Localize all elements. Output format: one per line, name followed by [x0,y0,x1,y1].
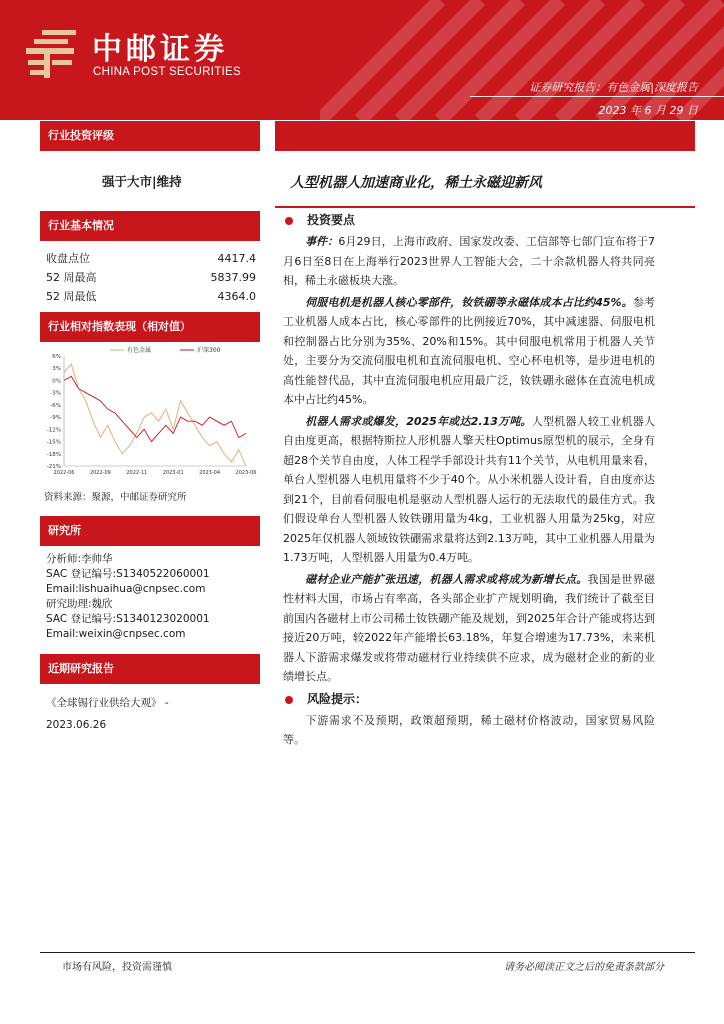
report-type: 证券研究报告：有色金属|深度报告 [529,81,698,94]
x-tick-label: 2023-01 [162,470,184,476]
y-tick-label: -15% [46,439,61,446]
analyst-email[interactable]: Email:lishuaihua@cnpsec.com [46,583,206,595]
paragraph-demand: 机器人需求或爆发，2025年或达2.13万吨。人型机器人较工业机器人自由度更高，根据特斯拉人形机器人擎天柱Optimus原型机的展示，全身有超28个关节自由度，人体工程学手部设计共有11个关节，从电机用量来看，单台人型机器人电机用量将不少于40个。从小米机器人设计看，自由度亦达到21个，目前看伺服电机是驱动人型机器人运行的无法取代的最佳方式。我们假设单台人型机器人钕铁硼用量为4kg，工业机器人用量为25kg，对应2025年仅机器人领域钕铁硼需求量将达到2.13万吨，其中工业机器人用量为1.73万吨，人型机器人用量为0.4万吨。 [283,414,655,564]
header-rule [470,96,724,97]
analyst-line: 研究助理:魏欣 [46,598,113,610]
paragraph-servo: 伺服电机是机器人核心零部件，钕铁硼等永磁体成本占比约45%。参考工业机器人成本占比，核心零部件的比例接近70%，其中减速器、伺服电机和控制器占比分别为35%、20%和15%。其中伺服电机常用于机器人关节处，主要分为交流伺服电机和直流伺服电机、空心杯电机等，是步进电机的高性能替代品，其中直流伺服电机应用最广泛，钕铁硼永磁体在直流电机成本中占比约45%。 [283,295,655,406]
y-tick-label: -12% [46,427,61,434]
investment-highlights-heading: 投资要点 [283,210,655,232]
chart-source: 资料来源：聚源，中邮证券研究所 [44,492,187,503]
y-tick-label: -18% [46,451,61,458]
paragraph-event: 事件：6月29日，上海市政府、国家发改委、工信部等七部门宣布将于7月6日至8日在上海举行2023世界人工智能大会，二十余款机器人将共同亮相，稀土永磁板块大涨。 [283,235,655,287]
rating-value: 强于大市|维持 [102,174,182,189]
series-line [64,376,246,441]
x-tick-label: 2022-09 [89,470,111,476]
report-date: 2023 年 6 月 29 日 [598,104,698,117]
recent-report-date: 2023.06.26 [46,719,107,731]
basic-row-value: 4364.0 [217,290,256,303]
analyst-line: SAC 登记编号:S1340522060001 [46,568,210,580]
basic-row-label: 52 周最高 [46,271,97,284]
line-chart-svg [40,342,260,482]
recent-section-title: 近期研究报告 [40,654,260,684]
bullet-dot-icon [285,696,293,704]
company-name-en: CHINA POST SECURITIES [93,66,241,78]
header-band [0,0,724,120]
analyst-line: SAC 登记编号:S1340123020001 [46,613,210,625]
x-tick-label: 2022-06 [53,470,75,476]
performance-section-title: 行业相对指数表现（相对值） [40,312,260,342]
footer-risk-note: 市场有风险，投资需谨慎 [62,962,172,973]
company-name-cn: 中邮证券 [92,32,228,67]
title-rule [275,206,695,208]
y-tick-label: 3% [52,366,61,373]
y-tick-label: -9% [50,415,61,422]
basic-row [40,249,260,268]
y-tick-label: -6% [50,402,61,409]
analyst-info [40,552,260,642]
report-body [283,210,655,752]
risk-heading: 风险提示： [283,689,655,711]
y-tick-label: 6% [52,354,61,360]
legend-label: 沪深300 [197,347,221,354]
recent-report[interactable] [40,692,260,736]
footer-rule [40,952,695,953]
title-red-bar [275,121,695,151]
basic-row-value: 4417.4 [217,252,256,265]
analyst-email[interactable]: Email:weixin@cnpsec.com [46,628,186,640]
y-tick-label: -21% [46,464,61,470]
series-line [64,364,246,466]
footer-disclaimer-note: 请务必阅读正文之后的免责条款部分 [504,962,664,973]
recent-report-title: 《全球锡行业供给大观》 - [46,697,169,709]
left-sidebar [40,121,260,736]
x-tick-label: 2023-06 [235,470,257,476]
x-tick-label: 2023-04 [199,470,221,476]
analyst-line: 分析师:李帅华 [46,553,113,565]
report-title: 人型机器人加速商业化，稀土永磁迎新风 [290,175,542,191]
basic-row [40,268,260,287]
basic-row-label: 收盘点位 [46,252,90,265]
legend-label: 有色金属 [127,347,152,354]
basic-row-value: 5837.99 [210,271,256,284]
relative-performance-chart [40,342,260,482]
china-post-logo-icon [22,26,80,82]
rating-section-title: 行业投资评级 [40,121,260,151]
y-tick-label: -3% [50,390,61,397]
paragraph-capacity: 磁材企业产能扩张迅速，机器人需求或将成为新增长点。我国是世界磁性材料大国，市场占有率高，各头部企业扩产规划明确，我们统计了截至目前国内各磁材上市公司稀土钕铁硼产能及规划，到2025年合计产能或将达到接近20万吨，较2022年产能增长63.18%，年复合增速为17.73%，未来机器人下游需求爆发或将带动磁材行业持续供不应求，成为磁材企业的新的业绩增长点。 [283,572,655,683]
bullet-dot-icon [285,217,293,225]
paragraph-risk: 下游需求不及预期，政策超预期，稀土磁材价格波动，国家贸易风险等。 [283,713,655,746]
basic-row [40,287,260,306]
x-tick-label: 2022-11 [126,470,148,476]
basic-row-label: 52 周最低 [46,290,97,303]
y-tick-label: 0% [52,378,61,385]
research-section-title: 研究所 [40,516,260,546]
basic-section-title: 行业基本情况 [40,211,260,241]
